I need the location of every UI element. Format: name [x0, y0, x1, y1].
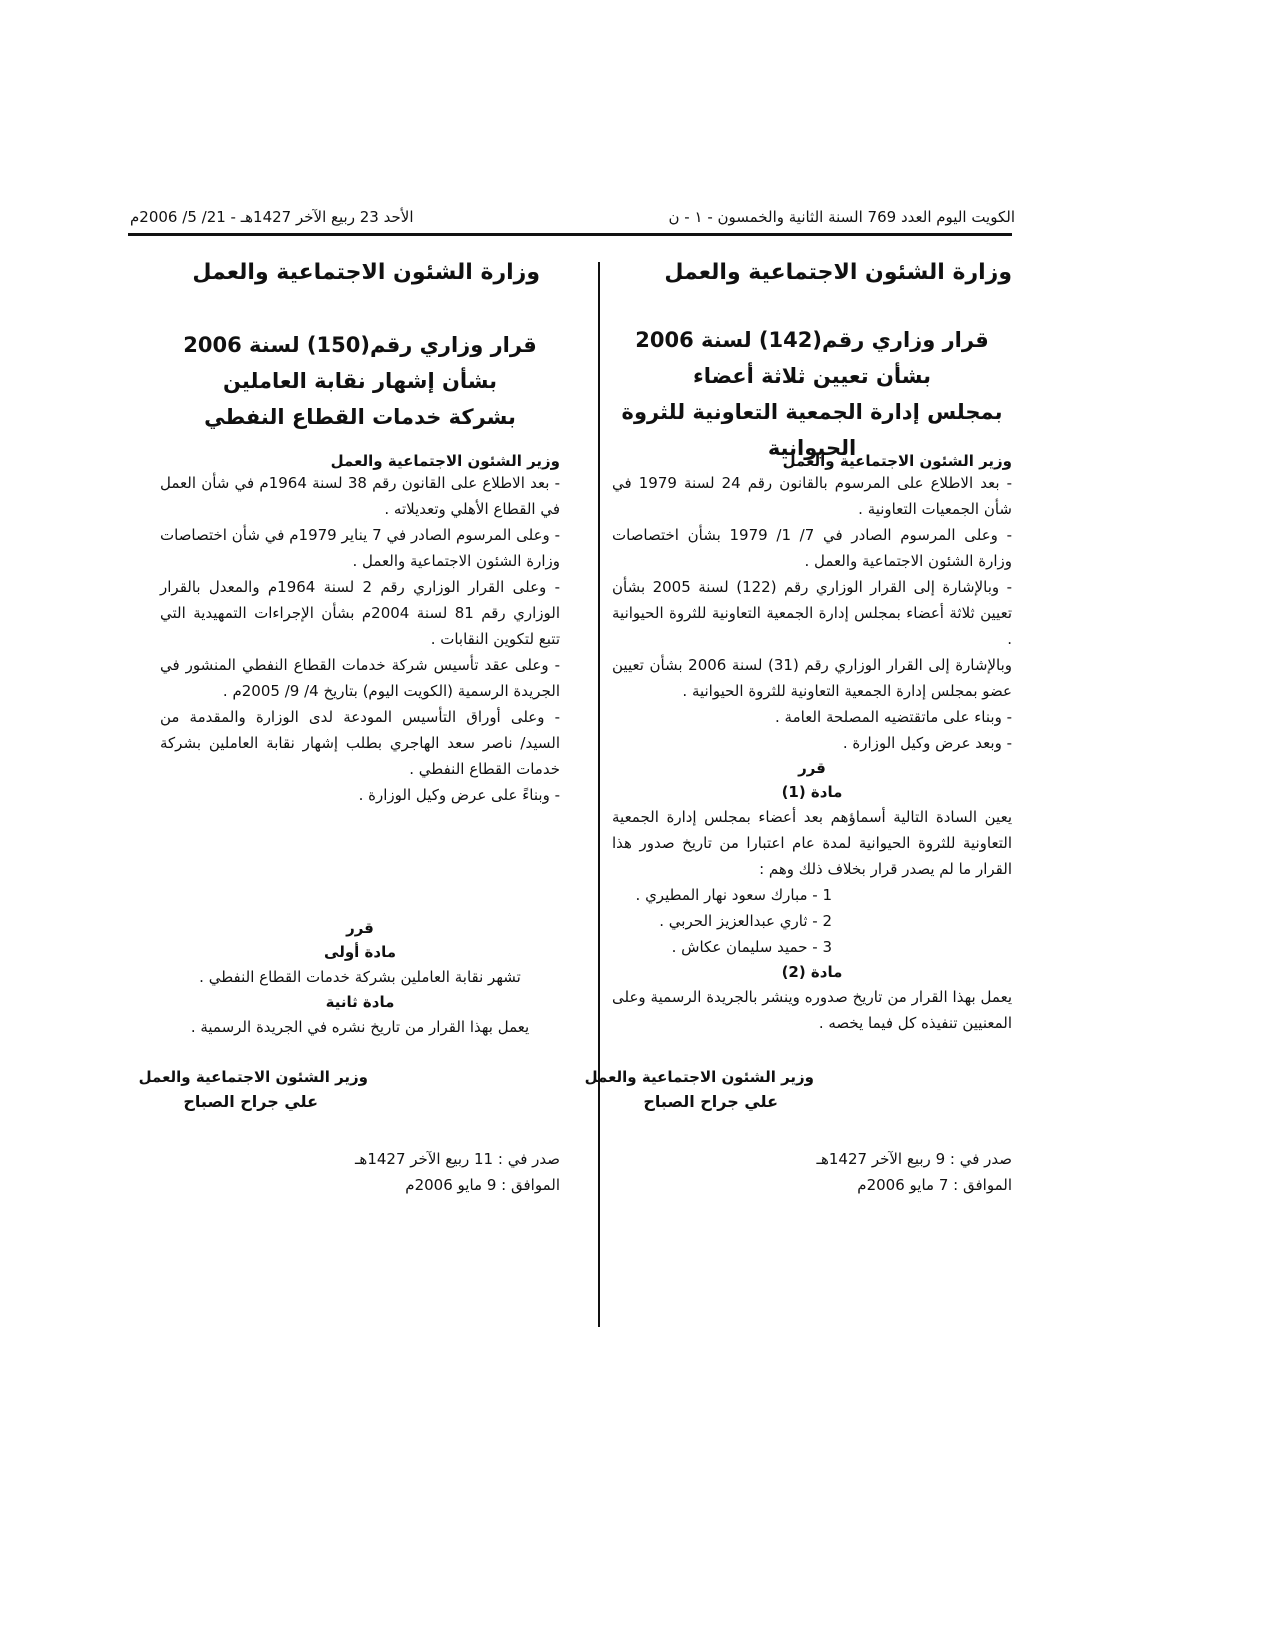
article-heading: مادة ثانية — [325, 993, 395, 1011]
decree-title-line: بشركة خدمات القطاع النفطي — [204, 405, 516, 429]
minister-heading: وزير الشئون الاجتماعية والعمل — [782, 452, 1012, 470]
article-heading: مادة (2) — [781, 963, 843, 981]
preamble-paragraph: - وبالإشارة إلى القرار الوزاري رقم (122) لسنة 2005 بشأن تعيين ثلاثة أعضاء بمجلس إدارة الجمعية التعاونية للثروة الحيوانية . — [612, 578, 1012, 648]
member-item: 3 - حميد سليمان عكاش . — [671, 938, 832, 956]
decree-title-line: قرار وزاري رقم(150) لسنة 2006 — [183, 333, 537, 357]
decree-title-line: بشأن إشهار نقابة العاملين — [222, 369, 498, 393]
preamble-paragraph: - بعد الاطلاع على القانون رقم 38 لسنة 1964م في شأن العمل في القطاع الأهلي وتعديلاته . — [160, 474, 560, 518]
ministry-heading: وزارة الشئون الاجتماعية والعمل — [664, 260, 1012, 285]
issued-date-hijri: صدر في : 9 ربيع الآخر 1427هـ — [816, 1150, 1012, 1168]
issued-block — [355, 1146, 560, 1198]
signature-name: علي جراح الصباح — [643, 1092, 778, 1111]
article-text: يعين السادة التالية أسماؤهم بعد أعضاء بمجلس إدارة الجمعية التعاونية للثروة الحيوانية لمدة عام اعتبارا من تاريخ صدور هذا القرار ما لم يصدر قرار بخلاف ذلك وهم : — [612, 808, 1012, 878]
preamble-paragraph: - وعلى عقد تأسيس شركة خدمات القطاع النفطي المنشور في الجريدة الرسمية (الكويت اليوم) بتاريخ 4/ 9/ 2005م . — [160, 656, 560, 700]
signature-block — [585, 1068, 814, 1111]
signature-name: علي جراح الصباح — [183, 1092, 318, 1111]
issued-block — [817, 1146, 1012, 1198]
issued-date-hijri: صدر في : 11 ربيع الآخر 1427هـ — [355, 1150, 560, 1168]
decree-body — [612, 452, 1012, 1036]
preamble-paragraph: - وبناءً على عرض وكيل الوزارة . — [358, 786, 560, 804]
decree-title-line: قرار وزاري رقم(142) لسنة 2006 — [635, 328, 989, 352]
preamble-paragraph: - بعد الاطلاع على المرسوم بالقانون رقم 24 لسنة 1979 في شأن الجمعيات التعاونية . — [612, 474, 1012, 518]
decree-title-line: بشأن تعيين ثلاثة أعضاء — [692, 364, 932, 388]
preamble-paragraph: - وعلى أوراق التأسيس المودعة لدى الوزارة والمقدمة من السيد/ ناصر سعد الهاجري بطلب إشهار نقابة العاملين بشركة خدمات القطاع النفطي . — [160, 708, 560, 778]
column-divider — [598, 262, 600, 1327]
article-text: تشهر نقابة العاملين بشركة خدمات القطاع النفطي . — [199, 968, 521, 986]
member-item: 1 - مبارك سعود نهار المطيري . — [635, 886, 832, 904]
decree-articles — [160, 916, 560, 1040]
signature-title: وزير الشئون الاجتماعية والعمل — [138, 1068, 368, 1086]
preamble-paragraph: - وعلى المرسوم الصادر في 7 يناير 1979م في شأن اختصاصات وزارة الشئون الاجتماعية والعمل . — [160, 526, 560, 570]
decided-heading: قرر — [346, 919, 374, 937]
decree-title — [160, 327, 560, 435]
article-heading: مادة (1) — [781, 783, 843, 801]
issued-date-gregorian: الموافق : 9 مايو 2006م — [405, 1176, 560, 1194]
decree-title — [612, 322, 1012, 466]
minister-heading: وزير الشئون الاجتماعية والعمل — [330, 452, 560, 470]
article-heading: مادة أولى — [324, 943, 396, 961]
article-text: يعمل بهذا القرار من تاريخ صدوره وينشر بالجريدة الرسمية وعلى المعنيين تنفيذه كل فيما يخصه . — [612, 988, 1012, 1032]
preamble-paragraph: - وعلى القرار الوزاري رقم 2 لسنة 1964م والمعدل بالقرار الوزاري رقم 81 لسنة 2004م بشأن الإجراءات التمهيدية التي تتبع لتكوين النقابات . — [160, 578, 560, 648]
signature-block — [139, 1068, 368, 1111]
decided-heading: قرر — [798, 759, 826, 777]
signature-title: وزير الشئون الاجتماعية والعمل — [584, 1068, 814, 1086]
preamble-paragraph: - وبعد عرض وكيل الوزارة . — [842, 734, 1012, 752]
decree-title-line: بمجلس إدارة الجمعية التعاونية للثروة الحيوانية — [621, 400, 1003, 460]
header-rule — [128, 233, 1012, 236]
preamble-paragraph: - وعلى المرسوم الصادر في 7/ 1/ 1979 بشأن اختصاصات وزارة الشئون الاجتماعية والعمل . — [612, 526, 1012, 570]
ministry-heading: وزارة الشئون الاجتماعية والعمل — [192, 260, 540, 285]
member-item: 2 - ثاري عبدالعزيز الحربي . — [659, 912, 832, 930]
preamble-paragraph: - وبناء على ماتقتضيه المصلحة العامة . — [775, 708, 1012, 726]
header-date: الأحد 23 ربيع الآخر 1427هـ - 21/ 5/ 2006م — [130, 208, 414, 226]
article-text: يعمل بهذا القرار من تاريخ نشره في الجريدة الرسمية . — [190, 1018, 530, 1036]
issued-date-gregorian: الموافق : 7 مايو 2006م — [857, 1176, 1012, 1194]
decree-body — [160, 452, 560, 808]
preamble-paragraph: وبالإشارة إلى القرار الوزاري رقم (31) لسنة 2006 بشأن تعيين عضو بمجلس إدارة الجمعية التعاونية للثروة الحيوانية . — [612, 656, 1012, 700]
header-issue-info: الكويت اليوم العدد 769 السنة الثانية والخمسون - ١ - ن — [668, 208, 1015, 226]
